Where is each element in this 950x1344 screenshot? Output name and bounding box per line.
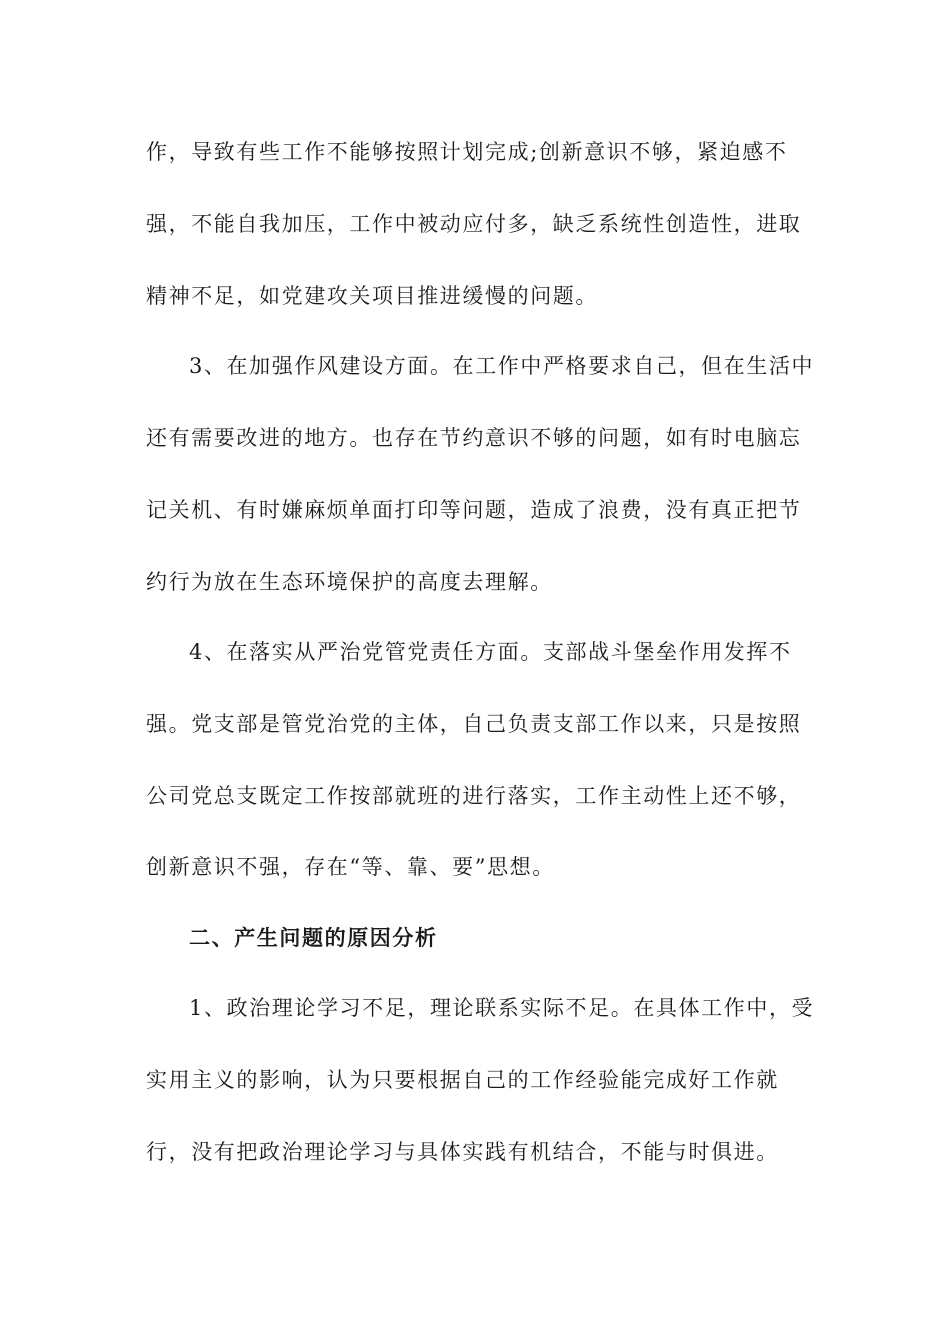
paragraph-line: 行，没有把政治理论学习与具体实践有机结合，不能与时俱进。 [146,1140,779,1164]
paragraph-line: 公司党总支既定工作按部就班的进行落实，工作主动性上还不够， [146,784,802,808]
section-heading: 二、产生问题的原因分析 [189,925,438,950]
paragraph-line: 创新意识不强，存在“等、靠、要”思想。 [146,855,555,879]
paragraph-line: 4、在落实从严治党管党责任方面。支部战斗堡垒作用发挥不 [189,640,792,664]
paragraph-line: 实用主义的影响，认为只要根据自己的工作经验能完成好工作就 [146,1068,779,1092]
paragraph-line: 还有需要改进的地方。也存在节约意识不够的问题，如有时电脑忘 [146,426,802,450]
paragraph-line: 3、在加强作风建设方面。在工作中严格要求自己，但在生活中 [189,354,815,378]
paragraph-line: 精神不足，如党建攻关项目推进缓慢的问题。 [146,284,598,308]
paragraph-line: 约行为放在生态环境保护的高度去理解。 [146,570,553,594]
paragraph-line: 强。党支部是管党治党的主体，自己负责支部工作以来，只是按照 [146,712,802,736]
paragraph-line: 1、政治理论学习不足，理论联系实际不足。在具体工作中，受 [189,996,815,1020]
paragraph-line: 作，导致有些工作不能够按照计划完成;创新意识不够，紧迫感不 [146,140,788,164]
paragraph-line: 记关机、有时嫌麻烦单面打印等问题，造成了浪费，没有真正把节 [146,498,802,522]
paragraph-line: 强，不能自我加压，工作中被动应付多，缺乏系统性创造性，进取 [146,212,802,236]
